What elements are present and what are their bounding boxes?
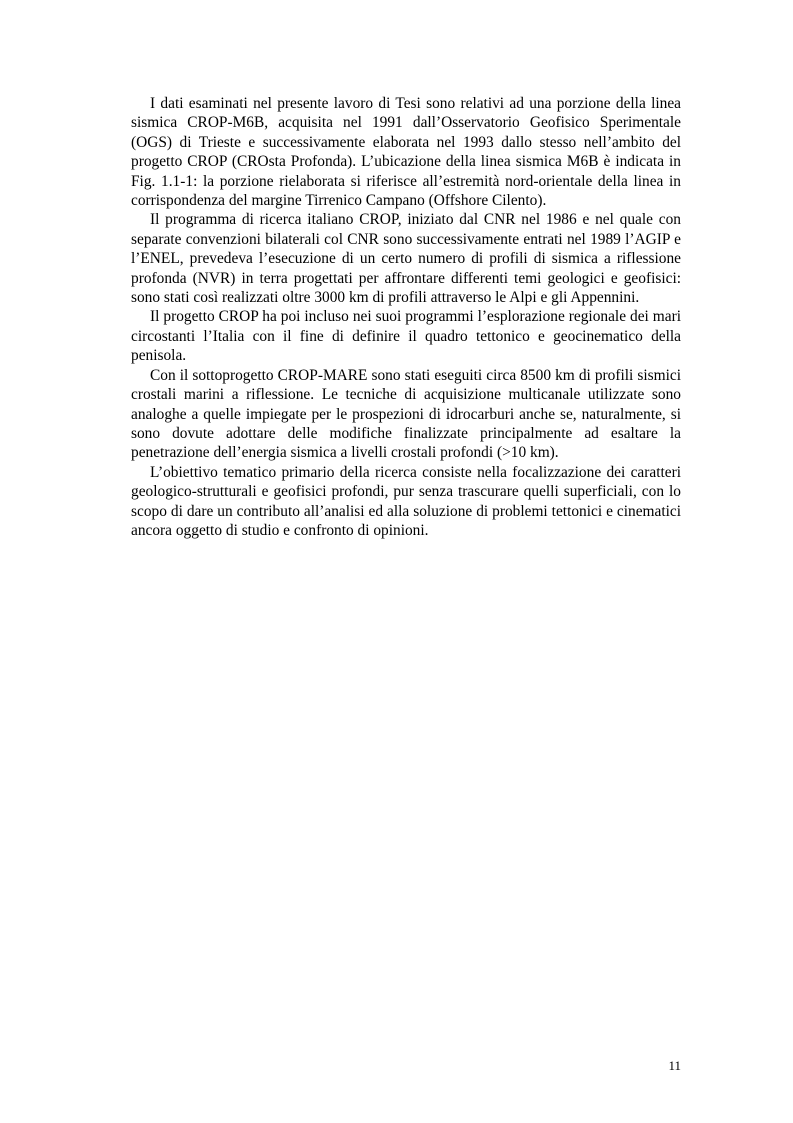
paragraph-crop-mare: Con il sottoprogetto CROP-MARE sono stati eseguiti circa 8500 km di profili sismici crostali marini a riflessione. Le tecniche di acquisizione multicanale utilizzate sono analoghe a quelle impiegate per le prospezioni di idrocarburi anche se, naturalmente, si sono dovute adottare delle modifiche finalizzate principalmente ad esaltare la penetrazione dell’energia sismica a livelli crostali profondi (>10 km).	[131, 366, 681, 462]
paragraph-crop-program: Il programma di ricerca italiano CROP, iniziato dal CNR nel 1986 e nel quale con separate convenzioni bilaterali col CNR sono successivamente entrati nel 1989 l’AGIP e l’ENEL, prevedeva l’esecuzione di un certo numero di profili di sismica a riflessione profonda (NVR) in terra progettati per affrontare differenti temi geologici e geofisici: sono stati così realizzati oltre 3000 km di profili attraverso le Alpi e gli Appennini.	[131, 211, 681, 307]
page-number: 11	[668, 1058, 681, 1073]
body-text	[131, 94, 681, 540]
paragraph-crop-seas: Il progetto CROP ha poi incluso nei suoi programmi l’esplorazione regionale dei mari circostanti l’Italia con il fine di definire il quadro tettonico e geocinematico della penisola.	[131, 308, 681, 365]
paragraph-crop-m6b-intro: I dati esaminati nel presente lavoro di Tesi sono relativi ad una porzione della linea sismica CROP-M6B, acquisita nel 1991 dall’Osservatorio Geofisico Sperimentale (OGS) di Trieste e successivamente elaborata nel 1993 dallo stesso nell’ambito del progetto CROP (CROsta Profonda). L’ubicazione della linea sismica M6B è indicata in Fig. 1.1-1: la porzione rielaborata si riferisce all’estremità nord-orientale della linea in corrispondenza del margine Tirrenico Campano (Offshore Cilento).	[131, 95, 681, 210]
paragraph-research-objective: L’obiettivo tematico primario della ricerca consiste nella focalizzazione dei caratteri geologico-strutturali e geofisici profondi, pur senza trascurare quelli superficiali, con lo scopo di dare un contributo all’analisi ed alla soluzione di problemi tettonici e cinematici ancora oggetto di studio e confronto di opinioni.	[131, 463, 681, 539]
